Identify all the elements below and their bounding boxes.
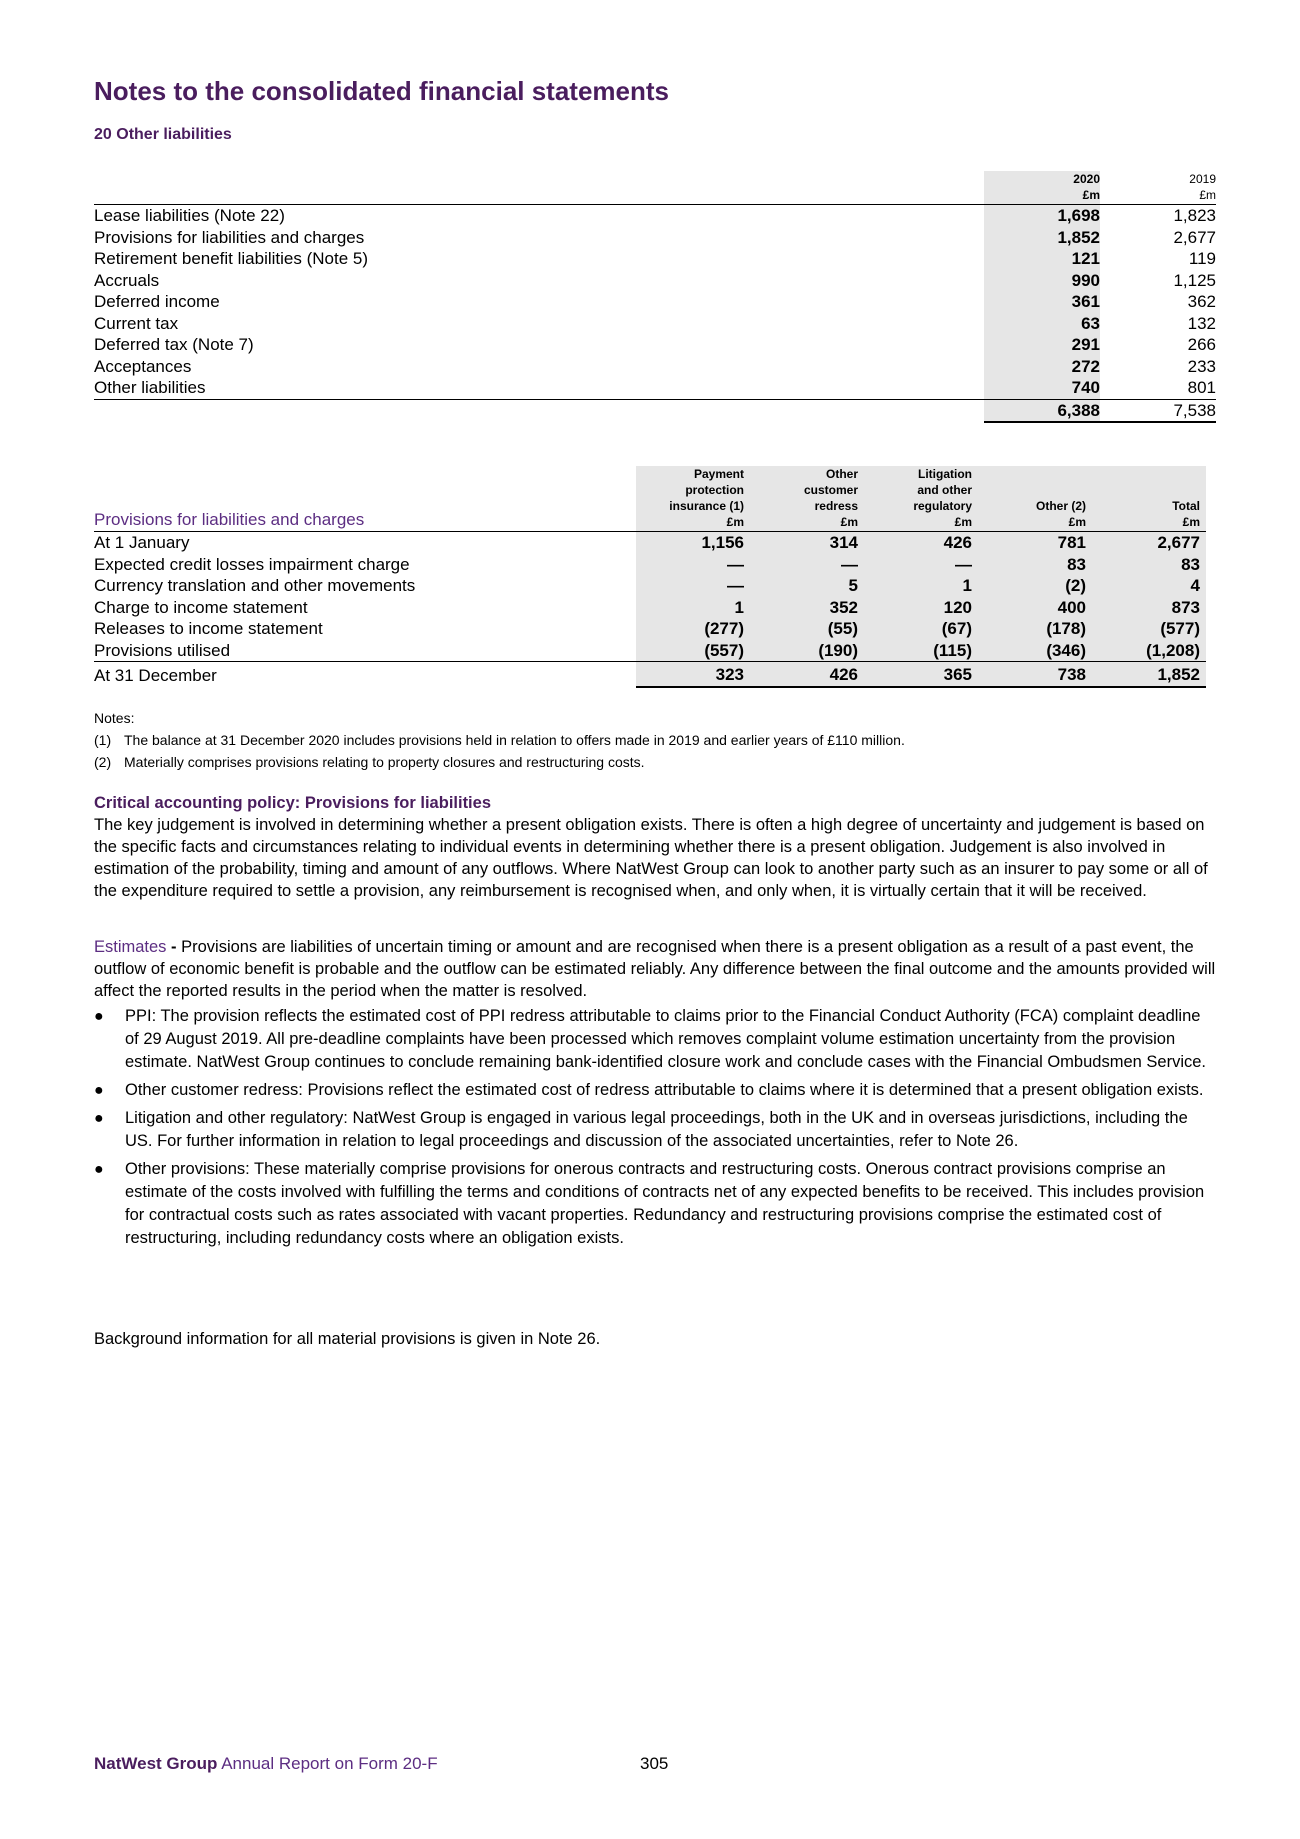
row-label: Expected credit losses impairment charge [94,554,410,574]
row-label: At 31 December [94,665,217,685]
table-row [94,270,1216,292]
provisions-table [94,466,1206,688]
row-label: Charge to income statement [94,597,308,617]
estimates-body: Provisions are liabilities of uncertain timing or amount and are recognised when there is a present obligation as a result of a past event, the outflow of economic benefit is probable and the outflow can be estimated reliably. Any difference between the final outcome and the amounts provided will affect the reported results in the period when the matter is resolved. [94,938,1216,1000]
row-label: At 1 January [94,533,190,552]
total-value: 426 [750,662,864,687]
cell-value: 1,156 [636,532,750,554]
cell-value: (2) [978,575,1092,597]
list-item: ● PPI: The provision reflects the estimated cost of PPI redress attributable to claims prior to the Financial Conduct Authority (FCA) complaint deadline of 29 August 2019. All pre-deadline complaints have been processed which removes complaint volume estimation uncertainty from the provision estimate. NatWest Group continues to conclude remaining bank-identified closure work and conclude cases with the Financial Ombudsmen Service. [94,1005,1216,1074]
table-row [94,356,1216,378]
cell-value: (67) [864,618,978,640]
cell-value: 781 [978,532,1092,554]
total-row [94,662,1206,687]
table-row [94,640,1206,662]
value-2019: 132 [1187,313,1216,333]
total-value: 1,852 [1092,662,1206,687]
cell-value: 4 [1092,575,1206,597]
value-2019: 233 [1187,356,1216,376]
policy-body: The key judgement is involved in determining whether a present obligation exists. There is often a high degree of uncertainty and judgement is based on the specific facts and circumstances relating to individual events in determining whether there is a present obligation. Judgement is also involved in estimation of the probability, timing and amount of any outflows. Where NatWest Group can look to another party such as an insurer to pay some or all of the expenditure required to settle a provision, any reimbursement is recognised when, and only when, it is virtually certain that it will be received. [94,816,1208,900]
column-header-total: Total £m [1092,466,1206,532]
provisions-table-title: Provisions for liabilities and charges [94,466,636,532]
page-title: Notes to the consolidated financial statements [94,76,669,106]
column-header-other: Other (2) £m [978,466,1092,532]
cell-value: 1 [864,575,978,597]
cell-value: (115) [864,640,978,662]
total-2020: 6,388 [984,399,1100,422]
page-number: 305 [640,1754,669,1773]
row-label: Acceptances [94,356,192,376]
cell-value: 120 [864,597,978,619]
critical-accounting-policy [94,792,1216,902]
estimates-label: Estimates [94,938,167,956]
cell-value: (55) [750,618,864,640]
value-2020: 1,698 [984,205,1100,227]
row-label: Currency translation and other movements [94,576,416,595]
value-2019: 801 [1100,377,1216,399]
table-row [94,554,1206,576]
note-item: (2) Materially comprises provisions relating to property closures and restructuring costs. [94,754,645,770]
list-item: ● Other customer redress: Provisions reflect the estimated cost of redress attributable to claims where it is determined that a present obligation exists. [94,1079,1216,1102]
other-liabilities-table [94,171,1216,423]
cell-value: (346) [978,640,1092,662]
table-row [94,532,1206,554]
note-item: (1) The balance at 31 December 2020 includes provisions held in relation to offers made in 2019 and earlier years of £110 million. [94,732,905,748]
bullet-icon: ● [94,1110,104,1127]
background-info: Background information for all material provisions is given in Note 26. [94,1330,601,1348]
table-row [94,618,1206,640]
estimates-dash: - [166,938,182,956]
cell-value: (277) [636,618,750,640]
value-2020: 272 [984,356,1100,378]
cell-value: (178) [978,618,1092,640]
table-header-row [94,171,1216,205]
cell-value: 1 [636,597,750,619]
column-header-litigation: Litigation and other regulatory £m [864,466,978,532]
row-label: Provisions for liabilities and charges [94,227,365,247]
notes-heading: Notes: [94,710,135,726]
column-header-2019: 2019 £m [1100,171,1216,205]
value-2019: 362 [1187,292,1216,311]
section-title: 20 Other liabilities [94,126,232,143]
value-2020: 1,852 [984,227,1100,249]
value-2019: 2,677 [1173,227,1216,247]
value-2020: 990 [984,270,1100,292]
cell-value: (190) [750,640,864,662]
bullet-icon: ● [94,1082,104,1099]
cell-value: 426 [864,532,978,554]
bullet-icon: ● [94,1161,104,1178]
table-row [94,313,1216,335]
total-row [94,399,1216,422]
value-2020: 291 [984,334,1100,356]
bullet-icon: ● [94,1008,104,1025]
total-value: 738 [978,662,1092,687]
row-label: Other liabilities [94,377,984,399]
value-2019: 266 [1187,335,1216,354]
row-label: Deferred tax (Note 7) [94,335,254,354]
column-header-other-customer-redress: Other customer redress £m [750,466,864,532]
cell-value: (1,208) [1092,640,1206,662]
table-row [94,597,1206,619]
value-2020: 121 [984,248,1100,270]
cell-value: 2,677 [1092,532,1206,554]
footer-report: Annual Report on Form 20-F [221,1754,438,1773]
row-label: Accruals [94,270,160,290]
cell-value: — [750,554,864,576]
total-2019: 7,538 [1100,399,1216,422]
cell-value: (577) [1092,618,1206,640]
row-label: Deferred income [94,292,220,311]
cell-value: 314 [750,532,864,554]
value-2020: 63 [984,313,1100,335]
estimates-paragraph [94,936,1216,1002]
cell-value: 352 [750,597,864,619]
cell-value: 83 [1092,554,1206,576]
row-label: Releases to income statement [94,619,323,638]
table-row [94,205,1216,227]
value-2019: 119 [1188,249,1216,268]
column-header-2020: 2020 £m [984,171,1100,205]
cell-value: — [636,554,750,576]
footer-brand: NatWest Group [94,1754,218,1773]
value-2020: 361 [984,291,1100,313]
row-label: Retirement benefit liabilities (Note 5) [94,249,369,268]
cell-value: (557) [636,640,750,662]
cell-value: — [864,554,978,576]
table-row [94,248,1216,270]
cell-value: 873 [1092,597,1206,619]
cell-value: 5 [750,575,864,597]
table-row [94,334,1216,356]
estimates-bullet-list [94,1005,1216,1255]
value-2019: 1,823 [1173,206,1216,225]
table-row [94,227,1216,249]
page-footer [94,1754,1216,1774]
table-notes [94,707,905,773]
row-label: Current tax [94,313,179,333]
policy-title: Critical accounting policy: Provisions for liabilities [94,794,491,812]
value-2020: 740 [984,377,1100,399]
list-item: ● Other provisions: These materially comprise provisions for onerous contracts and restructuring costs. Onerous contract provisions comprise an estimate of the costs involved with fulfilling the terms and conditions of contracts net of any expected benefits to be received. This includes provision for contractual costs such as rates associated with vacant properties. Redundancy and restructuring provisions comprise the estimated cost of restructuring, including redundancy costs where an obligation exists. [94,1158,1216,1250]
table-header-row [94,466,1206,532]
total-value: 323 [636,662,750,687]
column-header-ppi: Payment protection insurance (1) £m [636,466,750,532]
value-2019: 1,125 [1173,270,1216,290]
cell-value: 83 [978,554,1092,576]
row-label: Provisions utilised [94,640,636,662]
total-value: 365 [864,662,978,687]
table-row [94,377,1216,399]
cell-value: 400 [978,597,1092,619]
table-row [94,575,1206,597]
list-item: ● Litigation and other regulatory: NatWest Group is engaged in various legal proceedings, both in the UK and in overseas jurisdictions, including the US. For further information in relation to legal proceedings and discussion of the associated uncertainties, refer to Note 26. [94,1107,1216,1153]
row-label: Lease liabilities (Note 22) [94,206,285,225]
table-row [94,291,1216,313]
cell-value: — [636,575,750,597]
